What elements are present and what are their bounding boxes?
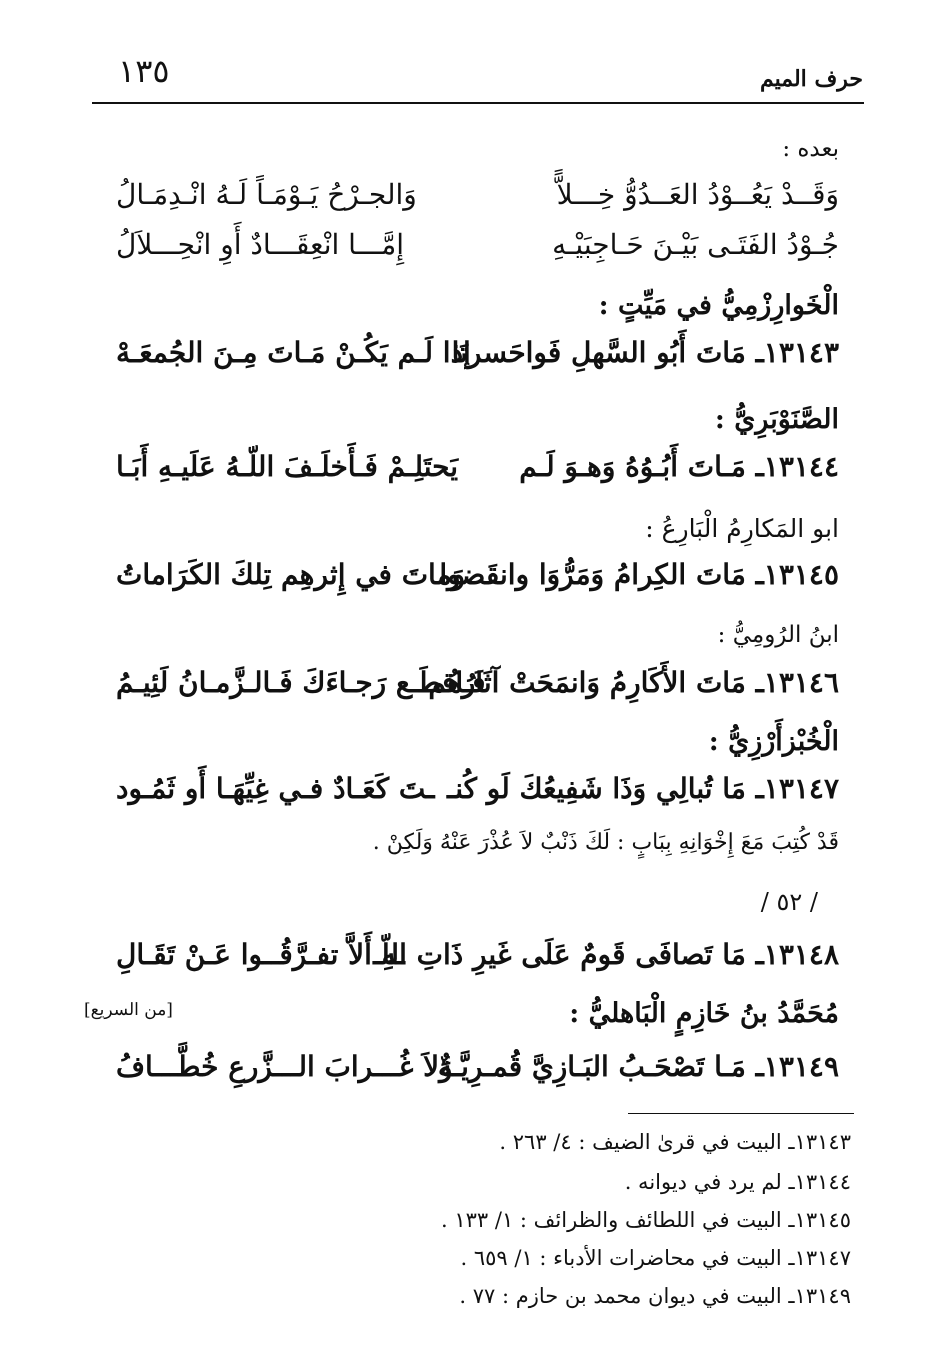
verse-second-hemistich: فَـاقطَـع رَجـاءَكَ فَـالـزَّمـانُ لَئِيـمُ	[116, 666, 486, 699]
footnote: ١٣١٤٧ـ البيت في محاضرات الأدباء : ١/ ٦٥٩ .	[460, 1246, 851, 1270]
verse-first-hemistich: ١٣١٤٤ـ مَـاتَ أَبُـوُهُ وَهـوَ لَـم	[519, 450, 839, 483]
poet-name: الْخُبْزأَرْزِيُّ :	[708, 726, 839, 757]
running-head: حرف الميم	[759, 66, 863, 92]
meter-label: [من السريع]	[84, 1000, 173, 1020]
verse-first-hemistich: ١٣١٤٦ـ مَاتَ الأَكَارِمُ وَانمَحَتْ آثَارُهُم	[428, 666, 839, 699]
poet-name: ابنُ الرُومِيُّ :	[717, 622, 839, 648]
note-line: قَدْ كُتِبَ مَعَ إِخْوَانِهِ بِبَابٍ : لَكَ ذَنْبٌ لاَ عُذْرَ عَنْهُ وَلَكِنْ .	[372, 830, 839, 855]
verse-second-hemistich: وَماتَ في إِثرهِم تِلكَ الكَرَاماتُ	[116, 558, 466, 591]
verse-second-hemistich: ـهِ أَلاَّ تفـرَّقُــوا عَـنْ تَقَـالِ	[116, 938, 405, 971]
poet-name: ابو المَكارِمُ الْبَارِعُ :	[645, 514, 839, 543]
footnote: ١٣١٤٩ـ البيت في ديوان محمد بن حازم : ٧٧ .	[459, 1284, 851, 1308]
folio-mark: / ٥٢ /	[760, 888, 818, 916]
verse-first-hemistich: وَقَــدْ يَعُــوْدُ العَــدُوُّ خِـــلاًّ	[556, 178, 839, 211]
intro-label: بعده :	[782, 136, 839, 162]
verse-second-hemistich: ـتَ كَعَـادٌ فـي غِيِّهَـا أَو ثَمُـود	[116, 772, 435, 805]
verse-first-hemistich: ١٣١٤٩ـ مَـا تَصْحَـبُ البَـازِيَّ قُمـرِيَّـةٌ	[437, 1050, 839, 1083]
header-rule	[92, 102, 864, 104]
verse-second-hemistich: وَالجـرْحُ يَـوْمَـاً لَـهُ انْـدِمَـالُ	[116, 178, 417, 211]
verse-second-hemistich: إِمَّـــا انْعِقَـــادٌ أَوِ انْحِـــلاَلُ	[116, 228, 405, 261]
verse-first-hemistich: ١٣١٤٧ـ مَا تُبالِي وَذَا شَفِيعُكَ لَو كُنـ	[447, 772, 839, 805]
footnote: ١٣١٤٥ـ البيت في اللطائف والظرائف : ١/ ١٣٣ .	[440, 1208, 851, 1232]
poet-name: الصَّنَوْبَرِيُّ :	[714, 404, 839, 435]
footnote: ١٣١٤٤ـ لم يرد في ديوانه .	[624, 1170, 851, 1194]
verse-first-hemistich: ١٣١٤٨ـ مَا تَصافَى قَومٌ عَلَى غَيرِ ذَاتِ اللّـ	[373, 938, 839, 971]
verse-second-hemistich: وَلاَ غُـــرابَ الـــزَّرعِ خُطَّـــافُ	[116, 1050, 453, 1083]
poet-name: الْخَوارِزْمِيُّ في مَيِّتٍ :	[598, 290, 839, 321]
verse-second-hemistich: يَحتَلِـمْ فَـأَخلَـفَ اللّـهُ عَلَيـهِ أَبَـا	[116, 450, 459, 483]
page-number: ١٣٥	[118, 52, 170, 90]
verse-first-hemistich: جُـوْدُ الفَتَـى بَيْـنَ حَـاجِبَيْـهِ	[552, 228, 839, 261]
verse-first-hemistich: ١٣١٤٥ـ مَاتَ الكِرامُ وَمَرُّوَا وانقَضوا	[439, 558, 839, 591]
footnote-rule	[628, 1113, 854, 1114]
footnote: ١٣١٤٣ـ البيت في قرىٰ الضيف : ٤/ ٢٦٣ .	[499, 1130, 851, 1154]
poet-name: مُحَمَّدُ بنُ خَازِمٍ الْبَاهليُّ :	[569, 998, 839, 1029]
verse-first-hemistich: ١٣١٤٣ـ مَاتَ أَبُو السَّهلِ فَواحَسرتَا	[451, 336, 839, 369]
verse-second-hemistich: إذا لَـم يَكُـنْ مَـاتَ مِـنَ الجُمعَـهْ	[116, 336, 471, 369]
